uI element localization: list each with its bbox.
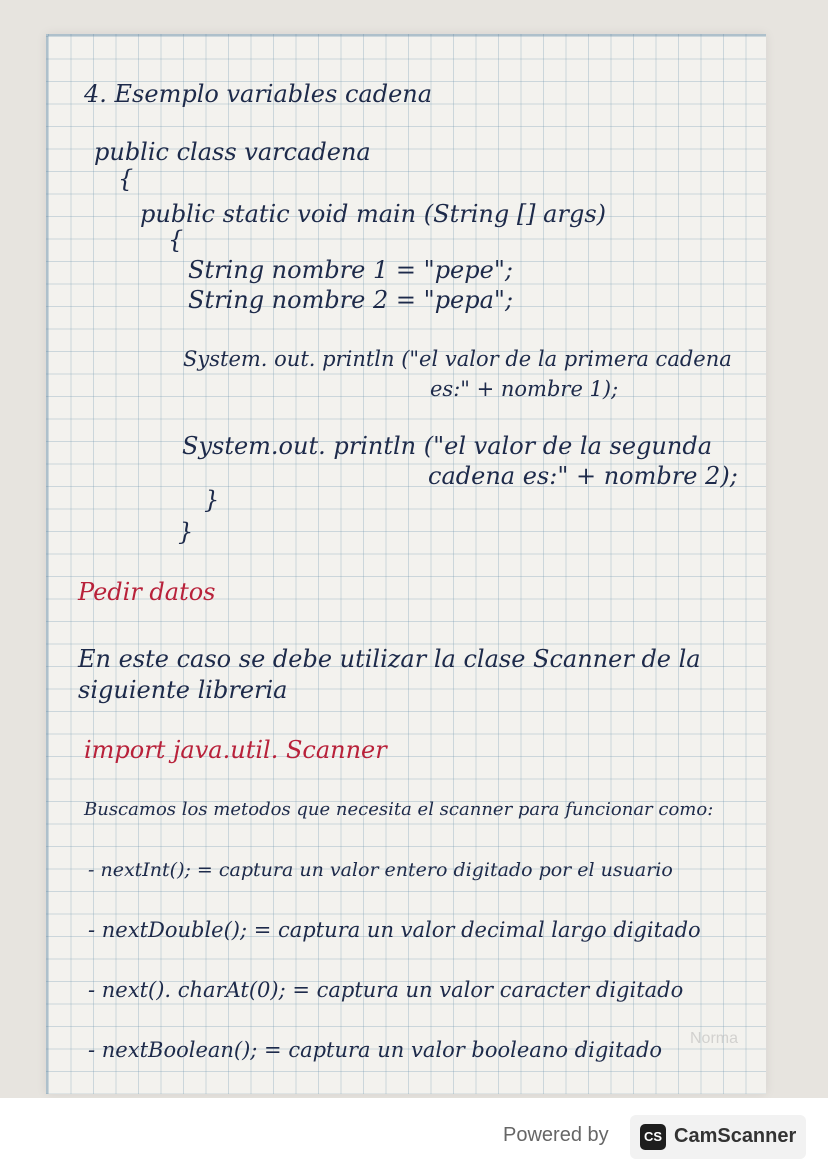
paragraph-line-2: siguiente libreria — [78, 676, 288, 704]
camscanner-badge[interactable] — [630, 1115, 806, 1159]
code-close-brace-main: } — [204, 486, 220, 514]
method-next-boolean: - nextBoolean(); = captura un valor booleano digitado — [88, 1038, 663, 1062]
camscanner-name: CamScanner — [674, 1125, 797, 1147]
code-println2-line2: cadena es:" + nombre 2); — [428, 462, 738, 490]
section-title-pedir-datos: Pedir datos — [78, 578, 216, 606]
code-open-brace-main: { — [168, 226, 184, 254]
code-open-brace-class: { — [118, 165, 134, 193]
code-close-brace-class: } — [178, 518, 194, 546]
method-next-char: - next(). charAt(0); = captura un valor caracter digitado — [88, 978, 684, 1002]
heading: 4. Esemplo variables cadena — [84, 80, 433, 108]
code-println1-line2: es:" + nombre 1); — [430, 377, 619, 401]
code-println1-line1: System. out. println ("el valor de la primera cadena — [183, 347, 732, 371]
paragraph-line-1: En este caso se debe utilizar la clase Scanner de la — [78, 645, 701, 673]
notebook-brand-watermark: Norma — [690, 1030, 739, 1047]
code-println2-line1: System.out. println ("el valor de la segunda — [182, 432, 713, 460]
powered-by-label: Powered by — [503, 1124, 609, 1146]
method-next-double: - nextDouble(); = captura un valor decimal largo digitado — [88, 918, 701, 942]
code-main-declaration: public static void main (String [] args) — [140, 200, 606, 228]
import-statement: import java.util. Scanner — [84, 736, 387, 764]
code-class-declaration: public class varcadena — [94, 138, 371, 166]
method-next-int: - nextInt(); = captura un valor entero digitado por el usuario — [88, 859, 673, 881]
camscanner-logo-icon: CS — [640, 1124, 666, 1150]
code-line-nombre1: String nombre 1 = "pepe"; — [188, 256, 513, 284]
code-line-nombre2: String nombre 2 = "pepa"; — [188, 286, 514, 314]
methods-intro: Buscamos los metodos que necesita el scanner para funcionar como: — [84, 799, 714, 820]
